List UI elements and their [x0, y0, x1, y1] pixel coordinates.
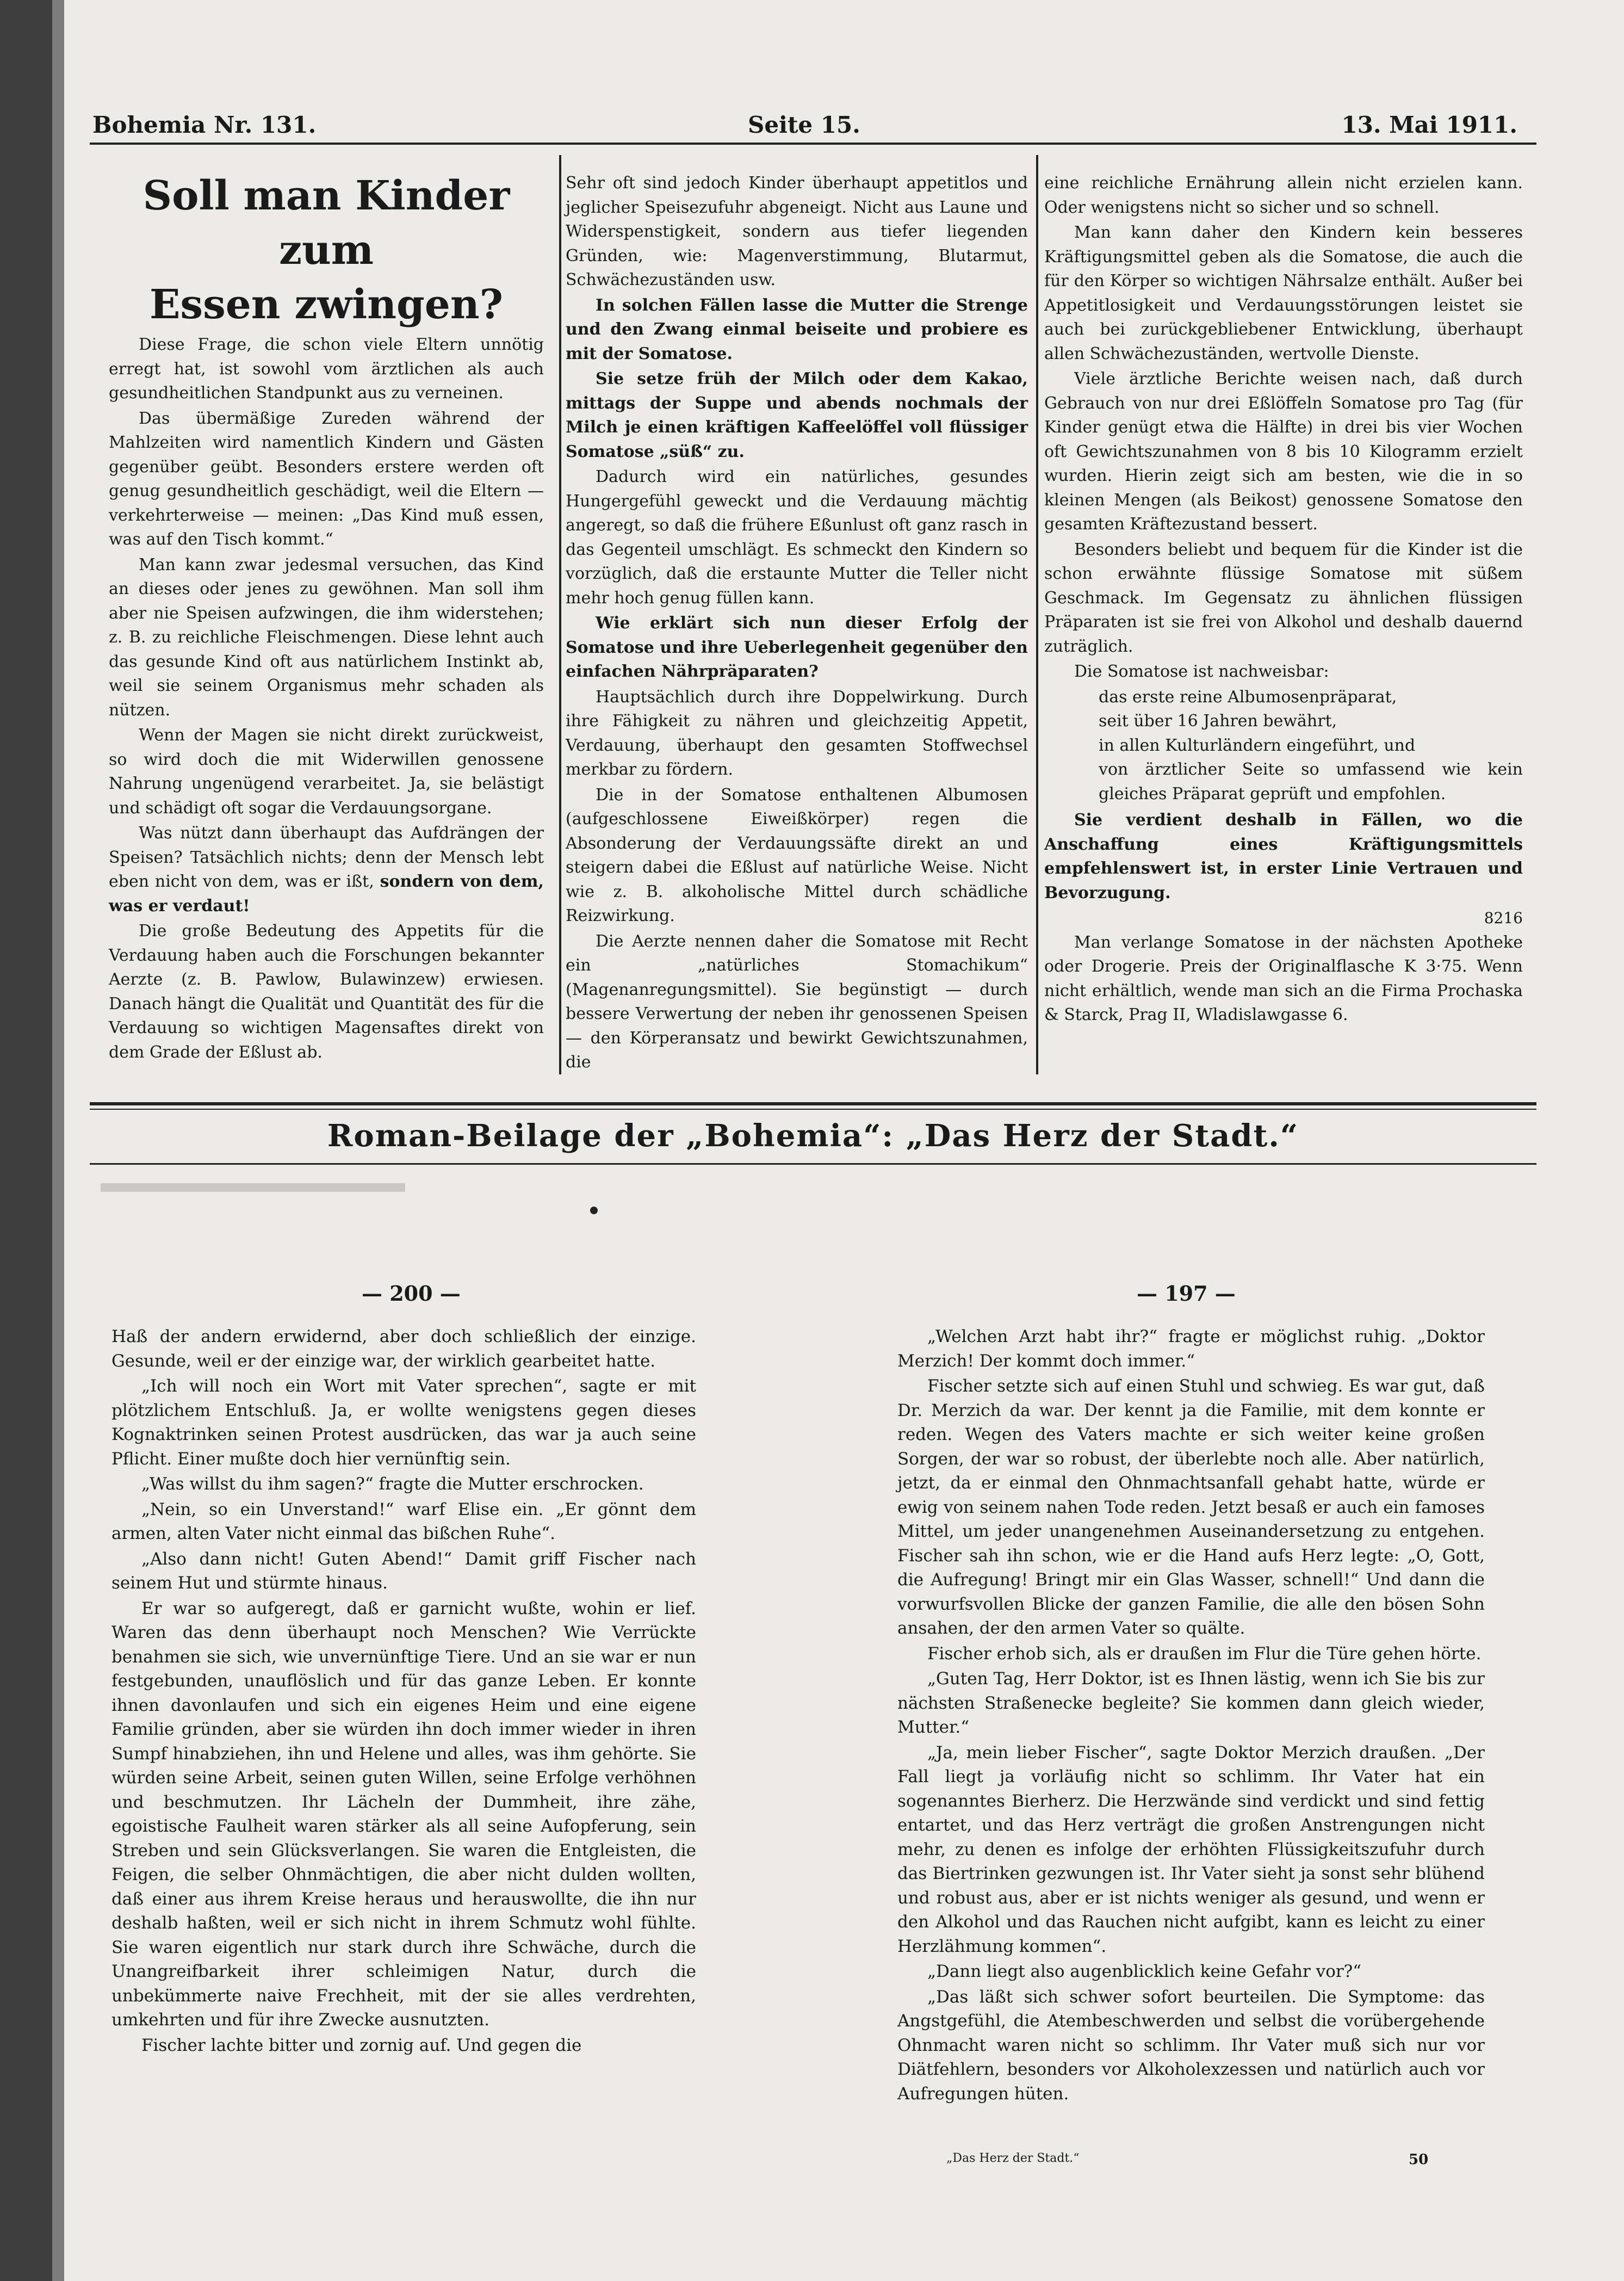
- paragraph: Die große Bedeutung des Appetits für die Verdauung haben auch die Forschungen bekannter Aerzte (z. B. Pawlow, Bulawinzew) erwiesen. Danach hängt die Qualität und Quantität des für die Verdauung so wichtigen Magensaftes direkt von dem Grade der Eßlust ab.: [109, 922, 544, 1062]
- paragraph: Wenn der Magen sie nicht direkt zurückweist, so wird doch die mit Widerwillen genossene Nahrung ungenügend verarbeitet. Ja, sie belästigt und schädigt oft sogar die Verdauungsorgane.: [109, 726, 544, 818]
- paragraph: Viele ärztliche Berichte weisen nach, daß durch Gebrauch von nur drei Eßlöffeln Somatose pro Tag (für Kinder genügt etwa die Hälfte) in drei bis vier Wochen oft Gewichtszunahmen von 8 bis 10 Kilogramm erzielt wurden. Hierin zeigt sich am besten, wie die in so kleinen Mengen (als Beikost) genossene Somatose den gesamten Kräftezustand bessert.: [1044, 369, 1523, 534]
- article-column-2: [566, 171, 1028, 1076]
- list-item: in allen Kulturländern eingeführt, und: [1099, 735, 1416, 755]
- bleed-through-mark: [101, 1183, 405, 1192]
- novel-left-column: [111, 1325, 696, 2059]
- paragraph-emphasis: Sie setze früh der Milch oder dem Kakao, mittags der Suppe und abends nochmals der Milch je einen kräftigen Kaffeelöffel voll flüssiger Somatose „süß“ zu.: [566, 369, 1028, 461]
- list-item: von ärztlicher Seite so umfassend wie kein gleiches Präparat geprüft und empfohlen.: [1099, 760, 1523, 803]
- left-page-number: — 200 —: [362, 1281, 461, 1306]
- list-item: seit über 16 Jahren bewährt,: [1099, 712, 1337, 731]
- paragraph: Dadurch wird ein natürliches, gesundes Hungergefühl geweckt und die Verdauung mächtig angeregt, so daß die frühere Eßunlust oft ganz rasch in das Gegenteil umschlägt. Es schmeckt den Kindern so vorzüglich, daß die erstaunte Mutter die Teller nicht mehr hoch genug füllen kann.: [566, 467, 1028, 608]
- paragraph-emphasis: Sie verdient deshalb in Fällen, wo die Anschaffung eines Kräftigungsmittels empfehlenswert ist, in erster Linie Vertrauen und Bevorzugung.: [1044, 811, 1523, 902]
- paragraph-emphasis: Wie erklärt sich nun dieser Erfolg der Somatose und ihre Ueberlegenheit gegenüber den einfachen Nährpräparaten?: [566, 614, 1028, 681]
- paragraph: „Ja, mein lieber Fischer“, sagte Doktor Merzich draußen. „Der Fall liegt ja vorläufig nicht so schlimm. Ihr Vater hat ein sogenanntes Bierherz. Die Herzwände sind verdickt und sind fettig entartet, und das Herz verträgt die großen Anstrengungen nicht mehr, zu denen es infolge der erhöhten Flüssigkeitszufuhr durch das Biertrinken gezwungen ist. Ihr Vater sieht ja sonst sehr blühend und robust aus, aber er ist nichts weniger als gesund, und wenn er den Alkohol und das Rauchen nicht aufgibt, kann es leicht zu einer Herzlähmung kommen“.: [897, 1742, 1485, 1956]
- header-page-number: Seite 15.: [748, 112, 860, 138]
- paragraph: „Also dann nicht! Guten Abend!“ Damit griff Fischer nach seinem Hut und stürmte hinaus.: [111, 1549, 696, 1593]
- paragraph: Die Aerzte nennen daher die Somatose mit Recht ein „natürliches Stomachikum“ (Magenanregungsmittel). Sie begünstigt — durch bessere Verwertung der neben ihr genossenen Speisen — den Körperansatz und bewirkt Gewichtszunahmen, die: [566, 931, 1028, 1072]
- paragraph: „Guten Tag, Herr Doktor, ist es Ihnen lästig, wenn ich Sie bis zur nächsten Straßenecke begleite? Sie kommen dann gleich wieder, Mutter.“: [897, 1669, 1485, 1737]
- headline-line-1: Soll man Kinder zum: [142, 172, 510, 274]
- running-header: [92, 112, 1534, 144]
- headline-line-2: Essen zwingen?: [150, 281, 503, 328]
- ink-dot: [590, 1207, 598, 1214]
- book-gutter: [0, 0, 60, 2281]
- paragraph: Man verlange Somatose in der nächsten Apotheke oder Drogerie. Preis der Originalflasche K 3·75. Wenn nicht erhältlich, wende man sich an die Firma Prochaska & Starck, Prag II, Wladislawgasse 6.: [1044, 932, 1523, 1024]
- footer-title: „Das Herz der Stadt.“: [946, 2152, 1080, 2165]
- column-divider-2: [1036, 155, 1038, 1074]
- column-divider-1: [559, 155, 561, 1074]
- paragraph: Die in der Somatose enthaltenen Albumosen (aufgeschlossene Eiweißkörper) regen die Absonderung der Verdauungssäfte direkt an und steigern dabei die Eßlust auf natürliche Weise. Nicht wie z. B. alkoholische Mittel durch schädliche Reizwirkung.: [566, 785, 1028, 925]
- paragraph: In solchen Fällen lasse die Mutter die Strenge und den Zwang einmal beiseite und probiere es mit der Somatose.: [566, 295, 1028, 363]
- paragraph: Hauptsächlich durch ihre Doppelwirkung. Durch ihre Fähigkeit zu nähren und gleichzeitig Appetit, Verdauung, überhaupt den gesamten Stoffwechsel merkbar zu fördern.: [566, 687, 1028, 779]
- paragraph: Das übermäßige Zureden während der Mahlzeiten wird namentlich Kindern und Gästen gegenüber geübt. Besonders erstere werden oft genug gesundheitlich geschädigt, weil die Eltern — verkehrterweise — meinen: „Das Kind muß essen, was auf den Tisch kommt.“: [109, 409, 544, 549]
- separator-rule-top: [90, 1102, 1536, 1105]
- header-rule: [90, 143, 1536, 145]
- page-edge-shadow: [52, 0, 64, 2281]
- paragraph: Er war so aufgeregt, daß er garnicht wußte, wohin er lief. Waren das denn überhaupt noch Menschen? Wie Verrückte benahmen sie sich, wie unvernünftige Tiere. Und an sie war er nun festgebunden, unauflöslich und für das ganze Leben. Er konnte ihnen davonlaufen und sich ein eigenes Heim und eine eigene Familie gründen, aber sie würden ihn doch immer wieder in ihren Sumpf hinabziehen, ihn und Helene und alles, was ihm gehörte. Sie würden seine Arbeit, seinen guten Willen, seine Erfolge verhöhnen und beschmutzen. Ihr Lächeln der Dummheit, ihre zähe, egoistische Faulheit waren stärker als all seine Aufopferung, sein Streben und sein Glücksverlangen. Sie waren die Entgleisten, die Feigen, die selber Ohnmächtigen, die aber nicht dulden wollten, daß einer aus ihrem Kreise heraus und herauswollte, die ihn nur deshalb haßten, weil er sich nicht in ihrem Schmutz wohl fühlte. Sie waren eigentlich nur stark durch ihre Schwäche, durch die Unangreifbarkeit ihrer schleimigen Natur, durch die unbekümmerte naive Frechheit, mit der sie alles verdrehten, umkehrten und für ihre Zwecke ausnutzten.: [111, 1598, 696, 2030]
- paragraph: „Das läßt sich schwer sofort beurteilen. Die Symptome: das Angstgefühl, die Atembeschwerden und selbst die vorübergehende Ohnmacht waren nicht so schlimm. Ihr Vater muß sich nur vor Diätfehlern, besonders vor Alkoholexzessen und natürlich auch vor Aufregungen hüten.: [897, 1987, 1485, 2104]
- paragraph: Fischer setzte sich auf einen Stuhl und schwieg. Es war gut, daß Dr. Merzich da war. Der kennt ja die Familie, mit dem konnte er reden. Wegen des Vaters machte er sich weiter keine großen Sorgen, der war so robust, der überlebte noch alle. Aber natürlich, jetzt, da er einmal den Ohnmachtsanfall gehabt hatte, würde er ewig von seinem nahen Tode reden. Jetzt besaß er auch ein famoses Mittel, um jeder unangenehmen Auseinandersetzung zu entgehen. Fischer sah ihn schon, wie er die Hand aufs Herz legte: „O, Gott, die Aufregung! Bringt mir ein Glas Wasser, schnell!“ Und dann die vorwurfsvollen Blicke der ganzen Familie, die alle den bösen Sohn ansahen, der den armen Vater so quälte.: [897, 1376, 1485, 1638]
- article-column-3: [1044, 171, 1523, 1029]
- header-issue: Bohemia Nr. 131.: [92, 112, 317, 138]
- paragraph: Sehr oft sind jedoch Kinder überhaupt appetitlos und jeglicher Speisezufuhr abgeneigt. Nicht aus Laune und Widerspenstigkeit, sondern aus tiefer liegenden Gründen, wie: Magenverstimmung, Blutarmut, Schwächezuständen usw.: [566, 174, 1028, 289]
- benefit-list: [1099, 685, 1523, 807]
- paragraph: Haß der andern erwidernd, aber doch schließlich der einzige. Gesunde, weil er der einzige war, der wirklich gearbeitet hatte.: [111, 1327, 696, 1371]
- article-headline: [109, 169, 544, 332]
- paragraph: „Welchen Arzt habt ihr?“ fragte er möglichst ruhig. „Doktor Merzich! Der kommt doch immer.“: [897, 1327, 1485, 1371]
- separator-rule-thin: [90, 1109, 1536, 1110]
- right-page-number: — 197 —: [1137, 1281, 1236, 1306]
- novel-right-column: [897, 1325, 1485, 2107]
- footer-number: 50: [1409, 2152, 1429, 2168]
- paragraph: Fischer erhob sich, als er draußen im Flur die Türe gehen hörte.: [927, 1643, 1482, 1664]
- header-date: 13. Mai 1911.: [1341, 112, 1517, 138]
- paragraph: „Ich will noch ein Wort mit Vater sprechen“, sagte er mit plötzlichem Entschluß. Ja, er wollte wenigstens gegen dieses Kognaktrinken seinen Protest ausdrücken, das war ja auch seine Pflicht. Einer mußte doch hier vernünftig sein.: [111, 1376, 696, 1469]
- list-item: das erste reine Albumosenpräparat,: [1099, 687, 1397, 707]
- paragraph: eine reichliche Ernährung allein nicht erzielen kann. Oder wenigstens nicht so sicher und so schnell.: [1044, 174, 1523, 217]
- paragraph: Man kann daher den Kindern kein besseres Kräftigungsmittel geben als die Somatose, die auch die für den Körper so wichtigen Nährsalze enthält. Außer bei Appetitlosigkeit und Verdauungsstörungen leistet sie auch bei zurückgebliebener Entwicklung, überhaupt allen Schwächezuständen, wertvolle Dienste.: [1044, 223, 1523, 363]
- ad-number: 8216: [1484, 909, 1523, 927]
- paragraph: Fischer lachte bitter und zornig auf. Und gegen die: [141, 2035, 582, 2055]
- article-column-1: [109, 169, 544, 1066]
- emphasis-phrase: sondern von dem, was er verdaut!: [109, 872, 544, 916]
- paragraph: Die Somatose ist nachweisbar:: [1074, 662, 1329, 681]
- supplement-title: Roman-Beilage der „Bohemia“: „Das Herz der Stadt.“: [327, 1118, 1299, 1154]
- paragraph: Diese Frage, die schon viele Eltern unnötig erregt hat, ist sowohl vom ärztlichen als auch gesundheitlichen Standpunkt aus zu verneinen.: [109, 335, 544, 403]
- paragraph: Besonders beliebt und bequem für die Kinder ist die schon erwähnte flüssige Somatose mit süßem Geschmack. Im Gegensatz zu ähnlichen flüssigen Präparaten ist sie frei von Alkohol und deshalb dauernd zuträglich.: [1044, 540, 1523, 656]
- paragraph: Man kann zwar jedesmal versuchen, das Kind an dieses oder jenes zu gewöhnen. Man soll ihm aber nie Speisen aufzwingen, die ihm widerstehen; z. B. zu reichliche Fleischmengen. Diese lehnt auch das gesunde Kind oft aus natürlichem Instinkt ab, weil sie seinem Organismus mehr schaden als nützen.: [109, 555, 544, 720]
- paragraph: „Was willst du ihm sagen?“ fragte die Mutter erschrocken.: [141, 1474, 644, 1494]
- paragraph: „Nein, so ein Unverstand!“ warf Elise ein. „Er gönnt dem armen, alten Vater nicht einmal das bißchen Ruhe“.: [111, 1499, 696, 1543]
- paragraph: Was nützt dann überhaupt das Aufdrängen der Speisen? Tatsächlich nichts; denn der Mensch lebt eben nicht von dem, was er ißt, sondern von dem, was er verdaut!: [109, 824, 544, 916]
- separator-rule-bottom: [90, 1163, 1536, 1165]
- paragraph: „Dann liegt also augenblicklich keine Gefahr vor?“: [927, 1962, 1362, 1981]
